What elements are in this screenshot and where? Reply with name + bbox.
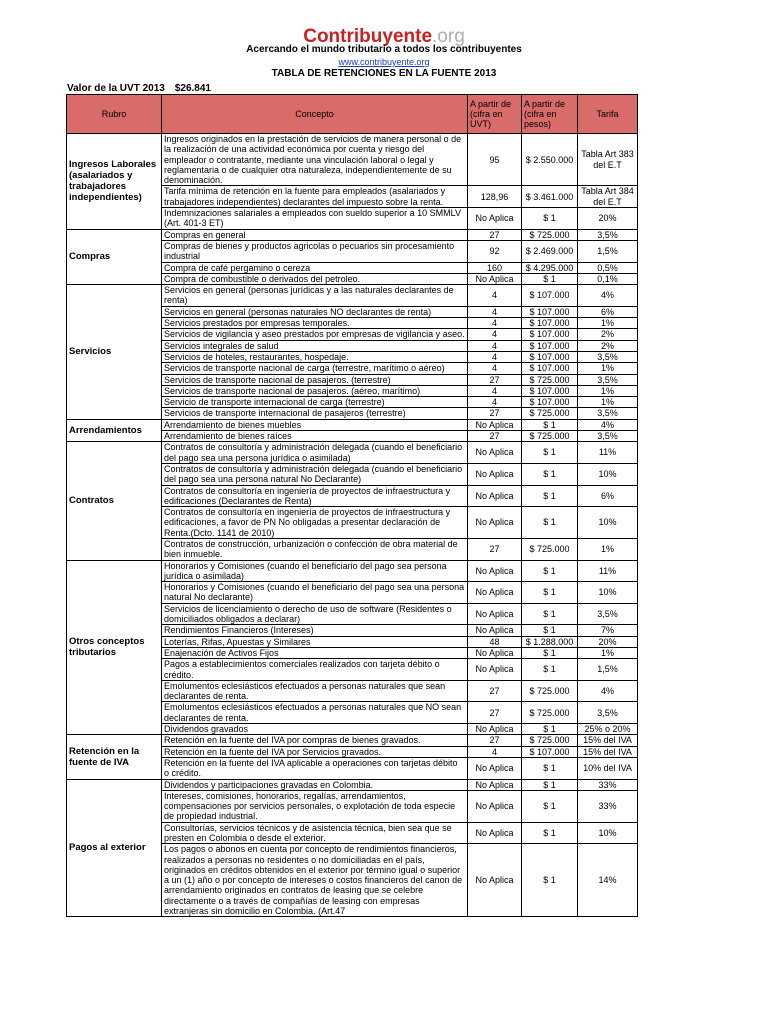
tarifa-cell: 4% (578, 285, 638, 307)
pesos-cell: $ 107.000 (522, 340, 578, 351)
concepto-cell: Tarifa mínima de retención en la fuente para empleados (asalariados y trabajadores independientes) declarantes del impuesto sobre la renta. (162, 186, 468, 208)
uvt-cell: 4 (468, 397, 522, 408)
uvt-cell: 160 (468, 262, 522, 273)
tarifa-cell: 1% (578, 385, 638, 396)
pesos-cell: $ 1 (522, 560, 578, 582)
concepto-cell: Servicios de transporte nacional de pasajeros. (terrestre) (162, 374, 468, 385)
pesos-cell: $ 725.000 (522, 680, 578, 702)
uvt-cell: 4 (468, 318, 522, 329)
tarifa-cell: 1% (578, 397, 638, 408)
tarifa-cell: 1% (578, 363, 638, 374)
pesos-cell: $ 1 (522, 724, 578, 735)
tarifa-cell: 10% (578, 507, 638, 539)
uvt-cell: No Aplica (468, 419, 522, 430)
tarifa-cell: 33% (578, 790, 638, 822)
uvt-cell: No Aplica (468, 507, 522, 539)
uvt-cell: 4 (468, 746, 522, 757)
concepto-cell: Servicios de vigilancia y aseo prestados por empresas de vigilancia y aseo. (162, 329, 468, 340)
concepto-cell: Servicios en general (personas naturales NO declarantes de renta) (162, 306, 468, 317)
concepto-cell: Servicios de transporte internacional de pasajeros (terrestre) (162, 408, 468, 419)
concepto-cell: Emolumentos eclesiásticos efectuados a personas naturales que NO sean declarantes de renta. (162, 702, 468, 724)
uvt-cell: No Aplica (468, 603, 522, 625)
pesos-cell: $ 1 (522, 485, 578, 507)
concepto-cell: Servicios prestados por empresas temporales. (162, 318, 468, 329)
uvt-cell: No Aplica (468, 582, 522, 604)
concepto-cell: Compra de combustible o derivados del petroleo. (162, 273, 468, 284)
tarifa-cell: 10% (578, 822, 638, 844)
pesos-cell: $ 107.000 (522, 351, 578, 362)
pesos-cell: $ 1 (522, 582, 578, 604)
tarifa-cell: 10% (578, 463, 638, 485)
rubro-cell: Compras (67, 229, 162, 284)
rubro-cell: Otros conceptos tributarios (67, 560, 162, 735)
uvt-cell: No Aplica (468, 844, 522, 917)
pesos-cell: $ 2.469.000 (522, 240, 578, 262)
uvt-cell: 95 (468, 134, 522, 186)
uvt-cell: No Aplica (468, 625, 522, 636)
concepto-cell: Servicios en general (personas jurídicas y a las naturales declarantes de renta) (162, 285, 468, 307)
concepto-cell: Servicios de hoteles, restaurantes, hospedaje. (162, 351, 468, 362)
rubro-cell: Arrendamientos (67, 419, 162, 442)
concepto-cell: Compras de bienes y productos agricolas o pecuarios sin procesamiento industrial (162, 240, 468, 262)
concepto-cell: Ingresos originados en la prestación de servicios de manera personal o de la realización de una actividad económica por cuenta y riesgo del empleador o contratante, mediante una vinculación laboral o legal y reglamentaria o de cualquier otra naturaleza, independientemente de su denominación. (162, 134, 468, 186)
tarifa-cell: Tabla Art 383 del E.T (578, 134, 638, 186)
concepto-cell: Servicios de licenciamiento o derecho de uso de software (Residentes o domiciliados obligados a declarar) (162, 603, 468, 625)
tarifa-cell: 1,5% (578, 240, 638, 262)
column-header-concepto: Concepto (162, 95, 468, 134)
uvt-cell: No Aplica (468, 273, 522, 284)
rubro-cell: Retención en la fuente de IVA (67, 735, 162, 779)
pesos-cell: $ 1 (522, 757, 578, 779)
rubro-cell: Contratos (67, 442, 162, 560)
pesos-cell: $ 107.000 (522, 363, 578, 374)
uvt-cell: 27 (468, 735, 522, 746)
brand-name: Contribuyente (303, 26, 433, 47)
pesos-cell: $ 1 (522, 625, 578, 636)
uvt-cell: 4 (468, 340, 522, 351)
uvt-cell: No Aplica (468, 647, 522, 658)
tarifa-cell: 14% (578, 844, 638, 917)
pesos-cell: $ 107.000 (522, 746, 578, 757)
tarifa-cell: 11% (578, 560, 638, 582)
uvt-cell: 27 (468, 680, 522, 702)
concepto-cell: Indemnizaciones salariales a empleados con sueldo superior a 10 SMMLV (Art. 401-3 ET) (162, 208, 468, 230)
concepto-cell: Retención en la fuente del IVA por compras de bienes gravados. (162, 735, 468, 746)
uvt-cell: No Aplica (468, 659, 522, 681)
tarifa-cell: 3,5% (578, 374, 638, 385)
page-title: TABLA DE RETENCIONES EN LA FUENTE 2013 (271, 68, 497, 79)
rubro-cell: Ingresos Laborales (asalariados y trabajadores independientes) (67, 134, 162, 230)
uvt-cell: 92 (468, 240, 522, 262)
pesos-cell: $ 725.000 (522, 538, 578, 560)
column-header-tarifa: Tarifa (578, 95, 638, 134)
tarifa-cell: 10% del IVA (578, 757, 638, 779)
pesos-cell: $ 1 (522, 208, 578, 230)
table-row (67, 229, 638, 240)
uvt-cell: 4 (468, 363, 522, 374)
tarifa-cell: 2% (578, 329, 638, 340)
concepto-cell: Contratos de consultoría en ingeniería de proyectos de infraestructura y edificaciones, a favor de PN No obligadas a presentar declaración de Renta.(Dcto. 1141 de 2010) (162, 507, 468, 539)
concepto-cell: Servicio de transporte internacional de carga (terrestre) (162, 397, 468, 408)
uvt-cell: No Aplica (468, 790, 522, 822)
pesos-cell: $ 1 (522, 822, 578, 844)
concepto-cell: Servicios de transporte nacional de carga (terrestre, marítimo o aéreo) (162, 363, 468, 374)
pesos-cell: $ 725.000 (522, 735, 578, 746)
concepto-cell: Dividendos gravados (162, 724, 468, 735)
rubro-cell: Pagos al exterior (67, 779, 162, 917)
tarifa-cell: 3,5% (578, 408, 638, 419)
tarifa-cell: 4% (578, 680, 638, 702)
column-header-rubro: Rubro (67, 95, 162, 134)
pesos-cell: $ 1 (522, 779, 578, 790)
pesos-cell: $ 1.288.000 (522, 636, 578, 647)
tarifa-cell: 10% (578, 582, 638, 604)
pesos-cell: $ 725.000 (522, 229, 578, 240)
uvt-cell: No Aplica (468, 822, 522, 844)
tarifa-cell: 3,5% (578, 351, 638, 362)
tarifa-cell: 4% (578, 419, 638, 430)
pesos-cell: $ 1 (522, 659, 578, 681)
concepto-cell: Consultorías, servicios técnicos y de asistencia técnica, bien sea que se presten en Colombia o desde el exterior. (162, 822, 468, 844)
uvt-cell: 4 (468, 306, 522, 317)
uvt-cell: 27 (468, 229, 522, 240)
tarifa-cell: 33% (578, 779, 638, 790)
concepto-cell: Rendimientos Financieros (Intereses) (162, 625, 468, 636)
uvt-cell: 48 (468, 636, 522, 647)
concepto-cell: Dividendos y participaciones gravadas en Colombia. (162, 779, 468, 790)
concepto-cell: Honorarios y Comisiones (cuando el beneficiario del pago sea persona jurídica o asimilada) (162, 560, 468, 582)
concepto-cell: Arrendamiento de bienes raíces (162, 431, 468, 442)
site-url-link[interactable]: www.contribuyente.org (338, 57, 430, 67)
concepto-cell: Emolumentos eclesiásticos efectuados a personas naturales que sean declarantes de renta. (162, 680, 468, 702)
tarifa-cell: 3,5% (578, 229, 638, 240)
table-row (67, 419, 638, 430)
uvt-cell: 4 (468, 351, 522, 362)
column-header-uvt: A partir de (cifra en UVT) (468, 95, 522, 134)
pesos-cell: $ 1 (522, 419, 578, 430)
tarifa-cell: 2% (578, 340, 638, 351)
brand-tld: .org (432, 26, 465, 47)
uvt-value: $26.841 (174, 83, 211, 94)
pesos-cell: $ 2.550.000 (522, 134, 578, 186)
tarifa-cell: 3,5% (578, 603, 638, 625)
tarifa-cell: 3,5% (578, 431, 638, 442)
uvt-cell: No Aplica (468, 757, 522, 779)
pesos-cell: $ 725.000 (522, 702, 578, 724)
uvt-cell: No Aplica (468, 463, 522, 485)
concepto-cell: Servicios de transporte nacional de pasajeros. (aéreo, marítimo) (162, 385, 468, 396)
uvt-cell: 128,96 (468, 186, 522, 208)
tarifa-cell: 1% (578, 538, 638, 560)
uvt-cell: No Aplica (468, 485, 522, 507)
tarifa-cell: 7% (578, 625, 638, 636)
pesos-cell: $ 107.000 (522, 318, 578, 329)
uvt-cell: 27 (468, 538, 522, 560)
uvt-cell: 4 (468, 385, 522, 396)
tagline: Acercando el mundo tributario a todos los contribuyentes (246, 44, 522, 55)
pesos-cell: $ 3.461.000 (522, 186, 578, 208)
pesos-cell: $ 1 (522, 844, 578, 917)
concepto-cell: Honorarios y Comisiones (cuando el beneficiario del pago sea una persona natural No declarante) (162, 582, 468, 604)
concepto-cell: Compras en general (162, 229, 468, 240)
tarifa-cell: 15% del IVA (578, 746, 638, 757)
retention-table (66, 94, 638, 917)
pesos-cell: $ 107.000 (522, 285, 578, 307)
pesos-cell: $ 1 (522, 647, 578, 658)
concepto-cell: Compra de café pergamino o cereza (162, 262, 468, 273)
concepto-cell: Contratos de construcción, urbanización o confección de obra material de bien inmueble. (162, 538, 468, 560)
tarifa-cell: 6% (578, 485, 638, 507)
tarifa-cell: 1% (578, 318, 638, 329)
pesos-cell: $ 725.000 (522, 408, 578, 419)
uvt-cell: No Aplica (468, 442, 522, 464)
concepto-cell: Contratos de consultoría y administración delegada (cuando el beneficiario del pago sea una persona jurídica o asimilada) (162, 442, 468, 464)
pesos-cell: $ 725.000 (522, 374, 578, 385)
tarifa-cell: 0,5% (578, 262, 638, 273)
uvt-cell: 4 (468, 329, 522, 340)
column-header-pesos: A partir de (cifra en pesos) (522, 95, 578, 134)
pesos-cell: $ 1 (522, 603, 578, 625)
pesos-cell: $ 107.000 (522, 329, 578, 340)
tarifa-cell: 20% (578, 636, 638, 647)
pesos-cell: $ 107.000 (522, 306, 578, 317)
concepto-cell: Los pagos o abonos en cuenta por concepto de rendimientos financieros, realizados a personas no residentes o no domiciliadas en el país, originados en créditos obtenidos en el exterior por término igual o superior a un (1) año o por concepto de intereses o costos financieros del canon de arrendamiento originados en contratos de leasing que se celebre directamente o a través de compañías de leasing con empresas extranjeras sin domicilio en Colombia. (Art.47 (162, 844, 468, 917)
concepto-cell: Servicios integrales de salud (162, 340, 468, 351)
pesos-cell: $ 4.295.000 (522, 262, 578, 273)
uvt-label: Valor de la UVT 2013 (67, 83, 165, 94)
tarifa-cell: Tabla Art 384 del E.T (578, 186, 638, 208)
uvt-cell: No Aplica (468, 779, 522, 790)
concepto-cell: Intereses, comisiones, honorarios, regalías, arrendamientos, compensaciones por servicios personales, o explotación de toda especie de propiedad industrial. (162, 790, 468, 822)
table-row (67, 134, 638, 186)
concepto-cell: Retención en la fuente del IVA aplicable a operaciones con tarjetas débito o crédito. (162, 757, 468, 779)
tarifa-cell: 0,1% (578, 273, 638, 284)
table-row (67, 735, 638, 746)
uvt-cell: 4 (468, 285, 522, 307)
pesos-cell: $ 1 (522, 463, 578, 485)
pesos-cell: $ 725.000 (522, 431, 578, 442)
concepto-cell: Pagos a establecimientos comerciales realizados con tarjeta débito o crédito. (162, 659, 468, 681)
uvt-cell: No Aplica (468, 208, 522, 230)
concepto-cell: Enajenación de Activos Fijos (162, 647, 468, 658)
table-header-row (67, 95, 638, 134)
uvt-cell: 27 (468, 431, 522, 442)
table-body (67, 134, 638, 917)
pesos-cell: $ 107.000 (522, 385, 578, 396)
concepto-cell: Contratos de consultoría en ingeniería de proyectos de infraestructura y edificaciones (Declarantes de Renta) (162, 485, 468, 507)
table-row (67, 285, 638, 307)
tarifa-cell: 3,5% (578, 702, 638, 724)
pesos-cell: $ 1 (522, 273, 578, 284)
uvt-cell: No Aplica (468, 560, 522, 582)
uvt-cell: No Aplica (468, 724, 522, 735)
concepto-cell: Arrendamiento de bienes muebles (162, 419, 468, 430)
pesos-cell: $ 1 (522, 507, 578, 539)
table-row (67, 442, 638, 464)
table-row (67, 779, 638, 790)
tarifa-cell: 1% (578, 647, 638, 658)
tarifa-cell: 11% (578, 442, 638, 464)
pesos-cell: $ 1 (522, 442, 578, 464)
tarifa-cell: 20% (578, 208, 638, 230)
table-row (67, 560, 638, 582)
tarifa-cell: 15% del IVA (578, 735, 638, 746)
concepto-cell: Loterías, Rifas, Apuestas y Similares (162, 636, 468, 647)
rubro-cell: Servicios (67, 285, 162, 420)
uvt-cell: 27 (468, 408, 522, 419)
tarifa-cell: 25% o 20% (578, 724, 638, 735)
concepto-cell: Contratos de consultoría y administración delegada (cuando el beneficiario del pago sea una persona natural No Declarante) (162, 463, 468, 485)
uvt-cell: 27 (468, 374, 522, 385)
concepto-cell: Retención en la fuente del IVA por Servicios gravados. (162, 746, 468, 757)
pesos-cell: $ 1 (522, 790, 578, 822)
tarifa-cell: 6% (578, 306, 638, 317)
pesos-cell: $ 107.000 (522, 397, 578, 408)
uvt-cell: 27 (468, 702, 522, 724)
uvt-value-line (67, 83, 211, 94)
tarifa-cell: 1,5% (578, 659, 638, 681)
